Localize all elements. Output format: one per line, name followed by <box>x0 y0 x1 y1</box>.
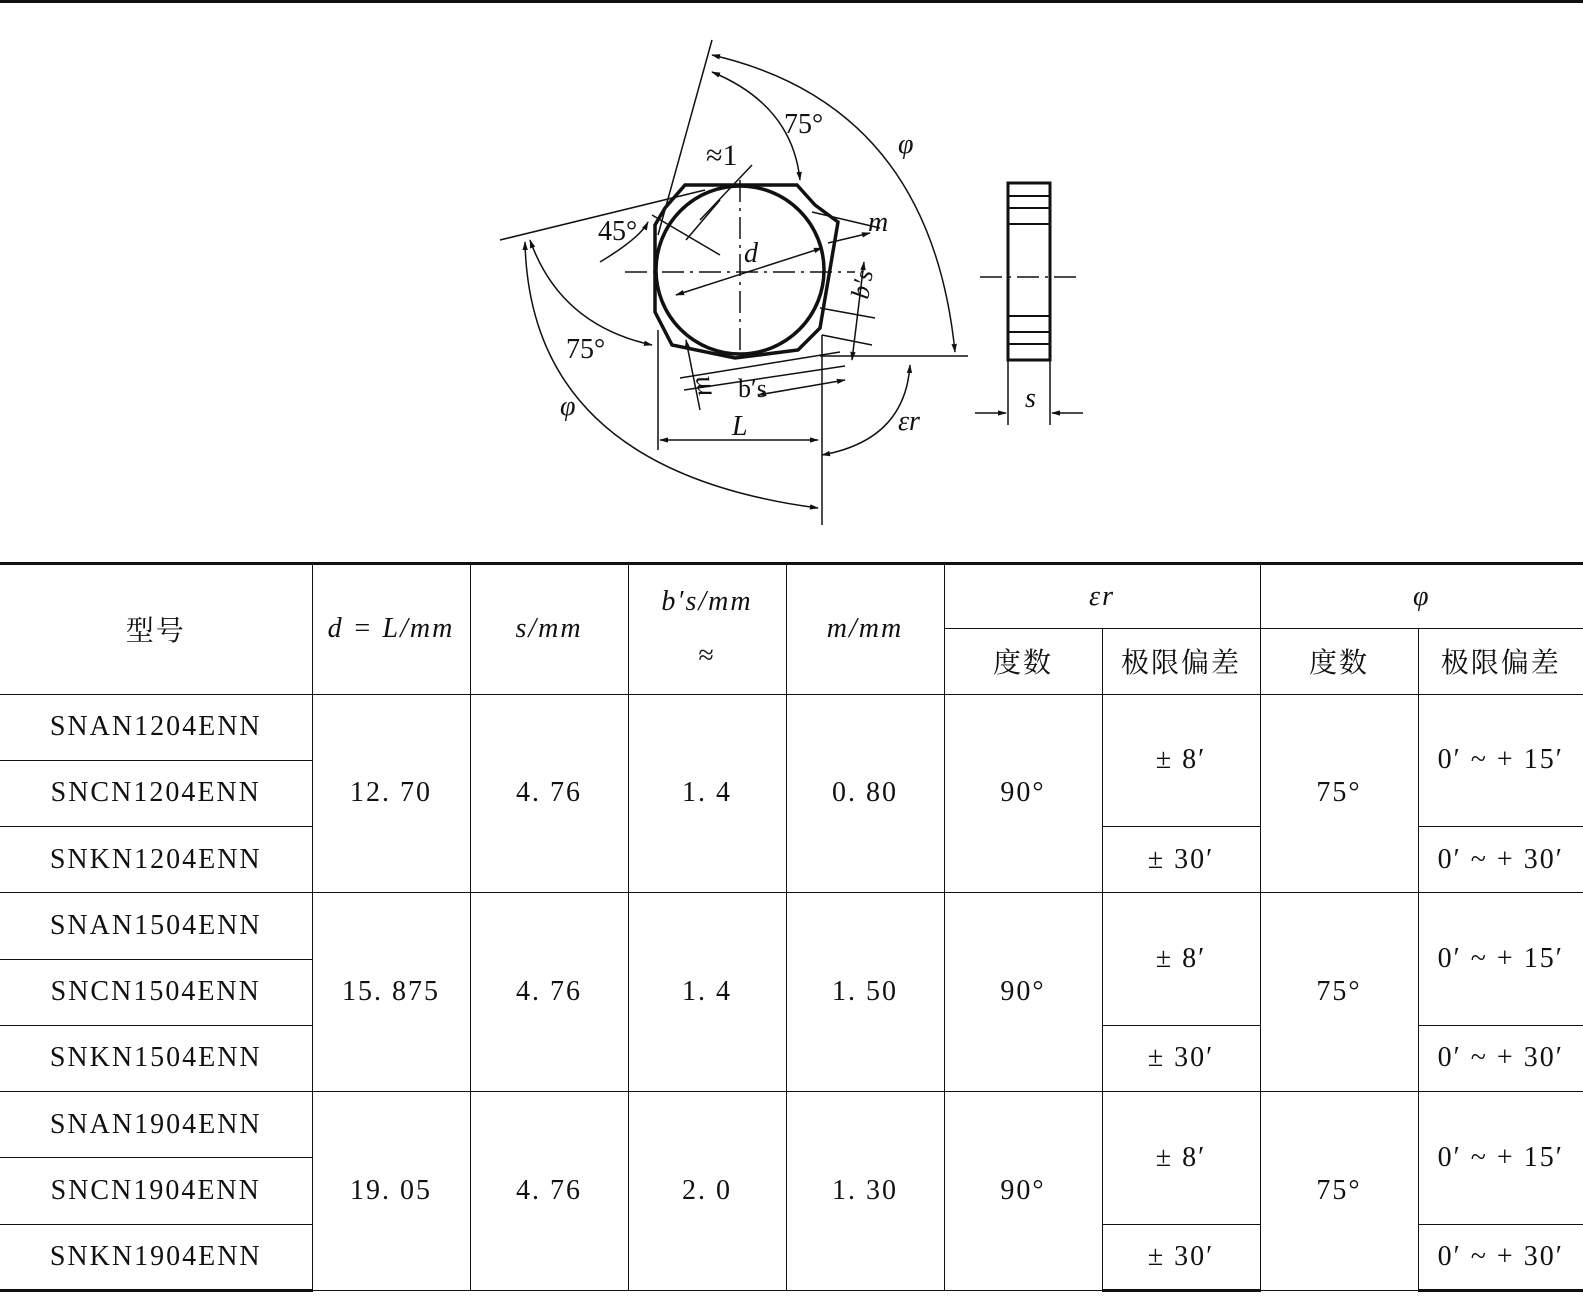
eps-tolerance-cell: ± 30′ <box>1102 827 1260 893</box>
leader-approx1-b <box>686 200 720 240</box>
dim-bs-right-a <box>820 308 875 318</box>
dim-bottom-c <box>758 380 845 395</box>
header-eps-r: εr <box>944 564 1260 629</box>
label-eps-r: εr <box>898 406 920 437</box>
s-cell: 4. 76 <box>470 1092 628 1291</box>
header-eps-degree: 度数 <box>944 629 1102 694</box>
eps-tolerance-cell: ± 8′ <box>1102 694 1260 827</box>
header-m: m/mm <box>786 564 944 695</box>
eps-degree-cell: 90° <box>944 893 1102 1092</box>
insert-drawing <box>0 0 1583 545</box>
header-bs-top: b′s/mm <box>661 586 753 618</box>
header-eps-tolerance: 极限偏差 <box>1102 629 1260 694</box>
phi-degree-cell: 75° <box>1260 893 1418 1092</box>
spec-table <box>0 562 1583 1292</box>
s-cell: 4. 76 <box>470 694 628 893</box>
header-bs <box>628 564 786 695</box>
s-cell: 4. 76 <box>470 893 628 1092</box>
label-m-right: m <box>868 207 889 238</box>
phi-tolerance-cell: 0′ ~ + 30′ <box>1418 1025 1583 1091</box>
label-angle-45: 45° <box>598 216 638 247</box>
label-m-bottom: m <box>684 373 719 400</box>
header-phi-degree: 度数 <box>1260 629 1418 694</box>
phi-tolerance-cell: 0′ ~ + 15′ <box>1418 694 1583 827</box>
model-cell: SNKN1504ENN <box>0 1025 312 1091</box>
arc-75-left <box>530 240 652 345</box>
label-L: L <box>732 411 748 442</box>
phi-tolerance-cell: 0′ ~ + 30′ <box>1418 827 1583 893</box>
eps-tolerance-cell: ± 30′ <box>1102 1224 1260 1290</box>
phi-tolerance-cell: 0′ ~ + 15′ <box>1418 893 1583 1026</box>
phi-degree-cell: 75° <box>1260 694 1418 893</box>
model-cell: SNAN1204ENN <box>0 694 312 760</box>
label-bs-right: b′s <box>845 267 879 302</box>
eps-tolerance-cell: ± 8′ <box>1102 893 1260 1026</box>
model-cell: SNAN1504ENN <box>0 893 312 959</box>
side-view-insert <box>1008 183 1050 360</box>
eps-degree-cell: 90° <box>944 694 1102 893</box>
model-cell: SNCN1204ENN <box>0 760 312 826</box>
label-s: s <box>1025 383 1036 414</box>
bs-cell: 1. 4 <box>628 893 786 1092</box>
m-cell: 1. 50 <box>786 893 944 1092</box>
label-phi-top: φ <box>898 129 914 160</box>
label-angle-75-left: 75° <box>566 334 606 365</box>
eps-tolerance-cell: ± 8′ <box>1102 1092 1260 1225</box>
model-cell: SNKN1904ENN <box>0 1224 312 1290</box>
label-angle-75-top: 75° <box>784 109 824 140</box>
header-model: 型号 <box>0 564 312 695</box>
phi-tolerance-cell: 0′ ~ + 30′ <box>1418 1224 1583 1290</box>
label-approx-1: ≈1 <box>706 139 738 172</box>
dim-bs-right-b <box>822 335 872 345</box>
model-cell: SNCN1504ENN <box>0 959 312 1025</box>
bs-cell: 2. 0 <box>628 1092 786 1291</box>
label-phi-left: φ <box>560 391 576 422</box>
model-cell: SNCN1904ENN <box>0 1158 312 1224</box>
header-d-eq-L: d = L/mm <box>312 564 470 695</box>
header-phi-tolerance: 极限偏差 <box>1418 629 1583 694</box>
arc-phi-top <box>712 55 955 352</box>
header-phi: φ <box>1260 564 1583 629</box>
label-d: d <box>744 238 758 269</box>
header-s: s/mm <box>470 564 628 695</box>
bs-cell: 1. 4 <box>628 694 786 893</box>
d-L-cell: 15. 875 <box>312 893 470 1092</box>
model-cell: SNKN1204ENN <box>0 827 312 893</box>
eps-degree-cell: 90° <box>944 1092 1102 1291</box>
header-bs-bottom: ≈ <box>698 640 716 672</box>
d-L-cell: 12. 70 <box>312 694 470 893</box>
arc-phi-left <box>525 242 818 508</box>
m-cell: 1. 30 <box>786 1092 944 1291</box>
d-L-cell: 19. 05 <box>312 1092 470 1291</box>
m-cell: 0. 80 <box>786 694 944 893</box>
label-bs-bottom: b′s <box>738 374 767 403</box>
phi-tolerance-cell: 0′ ~ + 15′ <box>1418 1092 1583 1225</box>
model-cell: SNAN1904ENN <box>0 1092 312 1158</box>
phi-degree-cell: 75° <box>1260 1092 1418 1291</box>
arc-eps-r <box>822 365 910 455</box>
eps-tolerance-cell: ± 30′ <box>1102 1025 1260 1091</box>
